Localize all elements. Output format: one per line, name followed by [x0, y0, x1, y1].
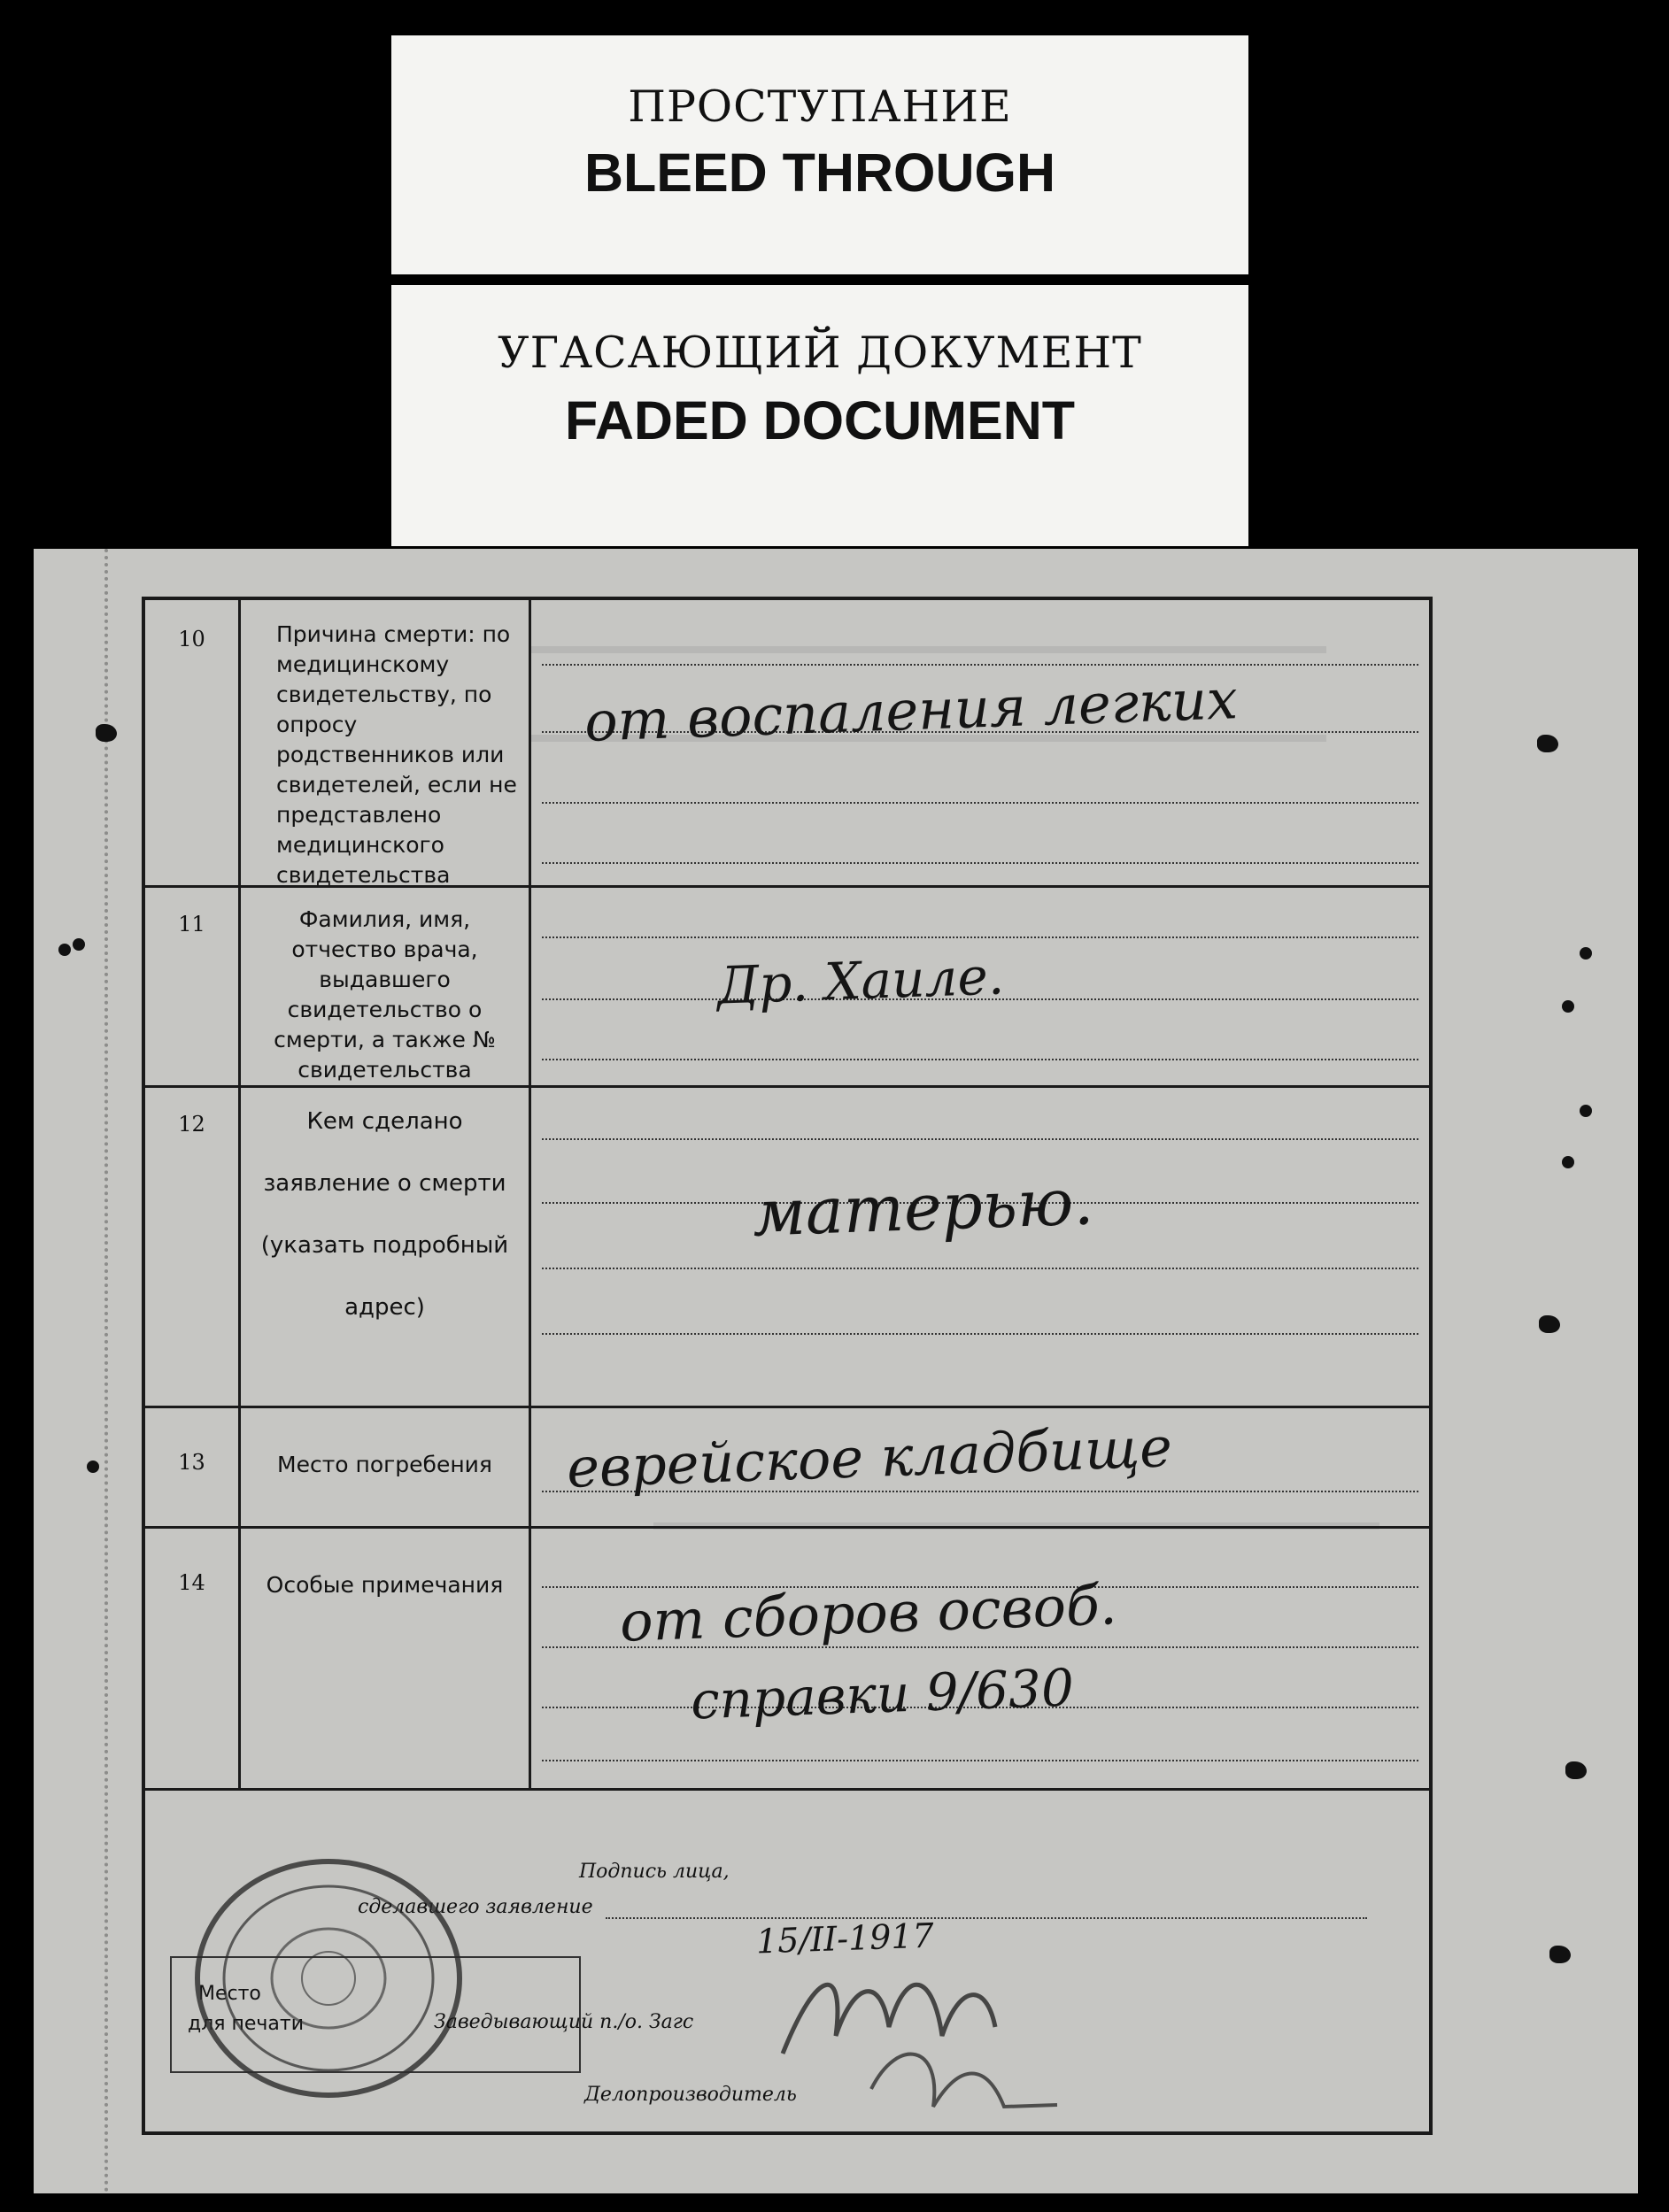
- punch-hole-mark: [1539, 1315, 1560, 1333]
- row-label: Причина смерти: по медицинскому свидетельству, по опросу родственников или свидетелей, если не представлено медицинского свидетельства: [241, 600, 531, 885]
- dotted-line: [542, 1268, 1418, 1269]
- punch-hole-mark: [87, 1461, 99, 1473]
- handwritten-declarant: матерью.: [751, 1164, 1095, 1251]
- punch-hole-mark: [1565, 1761, 1587, 1779]
- dotted-line: [542, 1760, 1418, 1761]
- row-value-cell: [531, 1085, 1429, 1406]
- form-frame: [142, 597, 1433, 2135]
- row-number: 13: [145, 1406, 241, 1526]
- punch-hole-mark: [96, 724, 117, 742]
- row-number: 14: [145, 1526, 241, 1788]
- form-row-burial-place: [145, 1406, 1429, 1529]
- signature-label: сделавшего заявление: [358, 1896, 593, 1918]
- card-title-ru: УГАСАЮЩИЙ ДОКУМЕНТ: [498, 328, 1142, 378]
- row-label: Место погребения: [241, 1406, 531, 1526]
- stamp-place-label: для печати: [188, 2013, 305, 2035]
- handwritten-doctor: Др. Хаиле.: [715, 945, 1006, 1016]
- row-value-cell: [531, 600, 1429, 885]
- punch-hole-mark: [1562, 1156, 1574, 1168]
- card-title-ru: ПРОСТУПАНИЕ: [628, 81, 1012, 132]
- punch-hole-mark: [1549, 1946, 1571, 1963]
- form-row-doctor: [145, 885, 1429, 1088]
- punch-hole-mark: [1580, 947, 1592, 960]
- card-title-en: BLEED THROUGH: [583, 143, 1056, 203]
- row-value-cell: [531, 1406, 1429, 1526]
- form-row-special-notes: [145, 1526, 1429, 1791]
- punch-hole-mark: [58, 944, 71, 956]
- handwritten-note-line-1: от сборов освоб.: [618, 1572, 1118, 1654]
- row-value-cell: [531, 1526, 1429, 1788]
- punch-hole-mark: [73, 938, 85, 951]
- perforation-edge: [104, 549, 108, 2193]
- punch-hole-mark: [1580, 1105, 1592, 1117]
- form-row-cause-of-death: [145, 600, 1429, 888]
- head-signature-label: Заведывающий п./о. Загс: [434, 2011, 694, 2033]
- row-value-cell: [531, 885, 1429, 1085]
- bleed-through-label-card: [391, 35, 1248, 274]
- faded-document-label-card: [391, 285, 1248, 546]
- dotted-line: [542, 802, 1418, 804]
- stamp-place-label: Место: [198, 1983, 261, 2005]
- row-number: 11: [145, 885, 241, 1085]
- handwritten-signature: [765, 1930, 1066, 2124]
- card-title-en: FADED DOCUMENT: [564, 390, 1076, 451]
- handwritten-date: 15/II-1917: [755, 1915, 935, 1962]
- row-label: Фамилия, имя, отчество врача, выдавшего свидетельство о смерти, а также № свидетельства: [241, 885, 531, 1085]
- dotted-line: [542, 1138, 1418, 1140]
- document-sheet: [34, 549, 1638, 2193]
- dotted-line: [542, 1059, 1418, 1060]
- row-number: 12: [145, 1085, 241, 1406]
- form-row-declarant: [145, 1085, 1429, 1408]
- signature-line: [606, 1917, 1367, 1919]
- signature-label: Подпись лица,: [579, 1861, 730, 1883]
- row-label: Особые примечания: [241, 1526, 531, 1788]
- punch-hole-mark: [1537, 735, 1558, 752]
- handwritten-cause: от воспаления легких: [583, 667, 1240, 754]
- row-label: Кем сделано заявление о смерти (указать подробный адрес): [241, 1085, 531, 1406]
- row-number: 10: [145, 600, 241, 885]
- punch-hole-mark: [1562, 1000, 1574, 1013]
- signature-block: [145, 1788, 1429, 2131]
- dotted-line: [542, 936, 1418, 938]
- handwritten-burial-place: еврейское кладбище: [565, 1414, 1173, 1500]
- dotted-line: [542, 664, 1418, 666]
- dotted-line: [542, 862, 1418, 864]
- round-seal-stamp: [182, 1850, 475, 2107]
- handwritten-note-line-2: справки 9/630: [689, 1657, 1075, 1731]
- clerk-signature-label: Делопроизводитель: [584, 2084, 797, 2106]
- dotted-line: [542, 1333, 1418, 1335]
